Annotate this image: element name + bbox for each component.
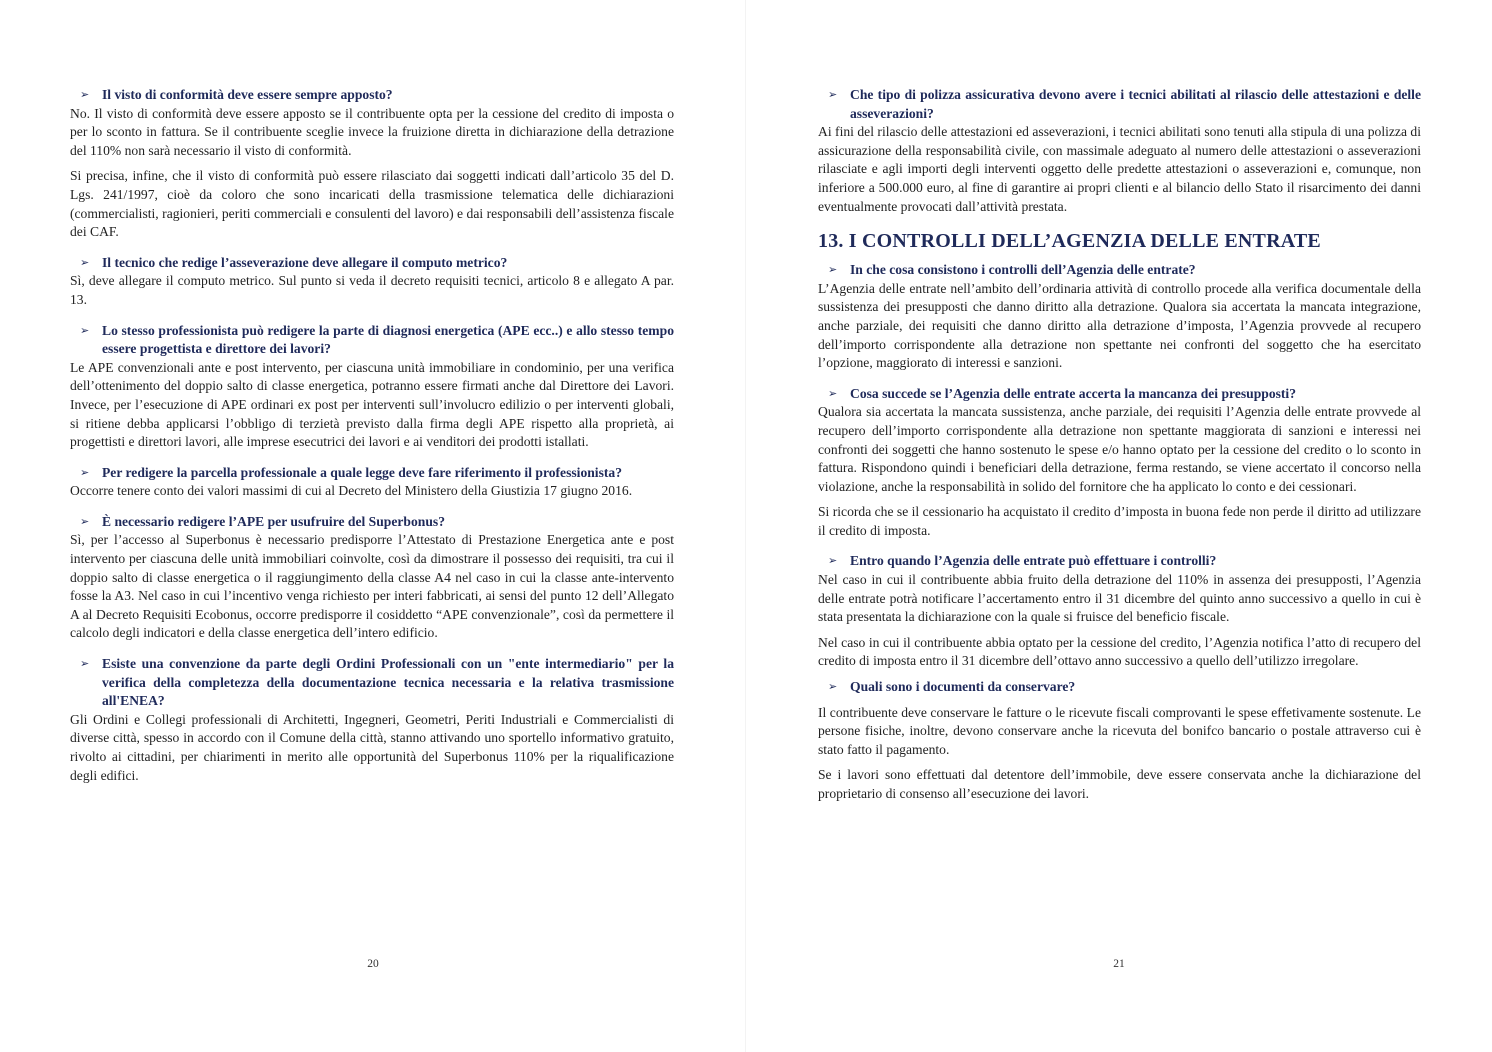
answer-paragraph: Il contribuente deve conservare le fatture o le ricevute fiscali comprovanti le spese effetivamente sostenute. Le persone fisiche, inoltre, devono conservare anche la ricevuta del bonifco bancario o postale attraverso cui è stato fatto il pagamento. bbox=[818, 704, 1421, 757]
arrow-bullet-icon: ➢ bbox=[80, 88, 90, 101]
question-heading: ➢ Quali sono i documenti da conservare? bbox=[818, 678, 1421, 697]
answer-paragraph: Ai fini del rilascio delle attestazioni ed asseverazioni, i tecnici abilitati sono tenuti alla stipula di una polizza di assicurazione della responsabilità civile, con massimale adeguato al numero delle attestazioni o asseverazioni rilasciate e agli importi degli interventi oggetto delle predette attestazioni o asseverazioni e, comunque, non inferiore a 500.000 euro, al fine di garantire ai propri clienti e al bilancio dello Stato il risarcimento dei danni eventualmente provocati dall’attività prestata. bbox=[818, 124, 1421, 214]
left-column bbox=[70, 86, 674, 785]
answer-paragraph: Nel caso in cui il contribuente abbia fruito della detrazione del 110% in assenza dei presupposti, l’Agenzia delle entrate potrà notificare l’accertamento entro il 31 dicembre del quinto anno successivo a quello in cui è stata presentata la dichiarazione con la quale si fruisce del beneficio fiscale. bbox=[818, 572, 1421, 625]
question-heading: ➢ Esiste una convenzione da parte degli Ordini Professionali con un "ente intermediario" per la verifica della completezza della documentazione tecnica necessaria e la relativa trasmissione all'ENEA? bbox=[80, 656, 674, 709]
question-heading: ➢ Entro quando l’Agenzia delle entrate può effettuare i controlli? bbox=[818, 552, 1421, 571]
question-heading: ➢ In che cosa consistono i controlli dell’Agenzia delle entrate? bbox=[818, 261, 1421, 280]
answer-paragraph: No. Il visto di conformità deve essere apposto se il contribuente opta per la cessione del credito di imposta o per lo sconto in fattura. Se il contribuente sceglie invece la fruizione diretta in dichiarazione della detrazione del 110% non sarà necessario il visto di conformità. bbox=[70, 105, 674, 158]
arrow-bullet-icon: ➢ bbox=[828, 386, 838, 400]
answer-paragraph: Gli Ordini e Collegi professionali di Architetti, Ingegneri, Geometri, Periti Industriali e Commercialisti di diverse città, spesso in accordo con il Comune della città, stanno attivando uno sportello informativo gratuito, rivolto ai cittadini, per chiarimenti in merito alle opportunità del Superbonus 110% per la riqualificazione degli edifici. bbox=[70, 711, 674, 783]
answer-paragraph: Si ricorda che se il cessionario ha acquistato il credito d’imposta in buona fede non perde il diritto ad utilizzare il credito di imposta. bbox=[818, 504, 1421, 538]
answer-paragraph: Qualora sia accertata la mancata sussistenza, anche parziale, dei requisiti l’Agenzia delle entrate provvede al recupero dell’importo corrispondente alla detrazione non spettante maggiorata di sanzioni e interessi nei confronti dei soggetti che hanno sostenuto le spese e/o hanno optato per la cessione del credito o lo sconto in fattura. Rispondono quindi i beneficiari della detrazione, ferma restando, se viene accertato il concorso nella violazione, anche la responsabilità in solido del fornitore che ha applicato lo conto e dei cessionari. bbox=[818, 404, 1421, 494]
arrow-bullet-icon: ➢ bbox=[828, 680, 838, 694]
answer-paragraph: Si precisa, infine, che il visto di conformità può essere rilasciato dai soggetti indicati dall’articolo 35 del D. Lgs. 241/1997, cioè da coloro che sono incaricati della trasmissione telematica delle dichiarazioni (commercialisti, ragionieri, periti commerciali e consulenti del lavoro) e dai responsabili dell’assistenza fiscale dei CAF. bbox=[70, 168, 674, 240]
question-heading: ➢ Per redigere la parcella professionale a quale legge deve fare riferimento il professionista? bbox=[70, 464, 674, 483]
section-heading: 13. I CONTROLLI DELL’AGENZIA DELLE ENTRATE bbox=[818, 230, 1321, 253]
arrow-bullet-icon: ➢ bbox=[80, 255, 90, 269]
answer-paragraph: Occorre tenere conto dei valori massimi di cui al Decreto del Ministero della Giustizia 17 giugno 2016. bbox=[70, 483, 633, 499]
arrow-bullet-icon: ➢ bbox=[80, 465, 90, 479]
question-heading: ➢ È necessario redigere l’APE per usufruire del Superbonus? bbox=[70, 513, 674, 532]
question-heading: ➢ Il tecnico che redige l’asseverazione deve allegare il computo metrico? bbox=[70, 254, 674, 273]
answer-paragraph: Sì, per l’accesso al Superbonus è necessario predisporre l’Attestato di Prestazione Energetica ante e post intervento per ciascuna delle unità immobiliari coinvolte, così da dimostrare il possesso dei requisiti, tra cui il doppio salto di classe energetica o il raggiungimento della classe A4 nel caso in cui la classe ante-intervento fosse la A3. Nel caso in cui l’incentivo venga richiesto per interi fabbricati, ai sensi del punto 12 dell’Allegato A al Decreto Requisiti Ecobonus, occorre predisporre il cosiddetto “APE convenzionale”, così da permettere il calcolo degli indicatori e della classe energetica dell’intero edificio. bbox=[70, 532, 674, 641]
arrow-bullet-icon: ➢ bbox=[80, 323, 90, 337]
arrow-bullet-icon: ➢ bbox=[828, 554, 838, 568]
answer-paragraph: Nel caso in cui il contribuente abbia optato per la cessione del credito, l’Agenzia notifica l’atto di recupero del credito di imposta entro il 31 dicembre dell’ottavo anno successivo a quello dell’utilizzo irregolare. bbox=[818, 634, 1421, 669]
right-column bbox=[818, 86, 1421, 804]
question-heading: ➢ Il visto di conformità deve essere sempre apposto? bbox=[70, 86, 674, 105]
question-heading: ➢ Cosa succede se l’Agenzia delle entrate accerta la mancanza dei presupposti? bbox=[818, 385, 1421, 404]
page-number: 21 bbox=[1113, 958, 1125, 970]
arrow-bullet-icon: ➢ bbox=[80, 657, 90, 671]
answer-paragraph: Le APE convenzionali ante e post intervento, per ciascuna unità immobiliare in condominio, per una verifica dell’ottenimento del doppio salto di classe energetica, potranno essere firmati anche dal Direttore dei Lavori. Invece, per l’esecuzione di APE ordinari ex post per interventi sull’involucro edilizio o per interventi globali, si ritiene debba applicarsi l’obbligo di terzietà previsto dalla firma degli APE rispetto alla proprietà, ai progettisti e direttori lavori, alle imprese esecutrici dei lavori e ai venditori dei prodotti istallati. bbox=[70, 359, 674, 450]
page-number: 20 bbox=[367, 958, 379, 970]
question-heading: ➢ Che tipo di polizza assicurativa devono avere i tecnici abilitati al rilascio delle attestazioni e delle asseverazioni? bbox=[828, 87, 1421, 121]
page-right bbox=[746, 0, 1492, 1052]
arrow-bullet-icon: ➢ bbox=[80, 514, 90, 528]
answer-paragraph: L’Agenzia delle entrate nell’ambito dell’ordinaria attività di controllo procede alla verifica documentale della sussistenza dei presupposti che danno diritto alla detrazione. Qualora sia accertata la mancata integrazione, anche parziale, dei requisiti che danno diritto alla detrazione d’imposta, l’Agenzia provvede al recupero dell’importo corrispondente alla detrazione non spettante nei confronti del soggetto che ha esercitato l’opzione, maggiorato di interessi e sanzioni. bbox=[818, 280, 1421, 371]
question-heading: ➢ Lo stesso professionista può redigere la parte di diagnosi energetica (APE ecc..) e allo stesso tempo essere progettista e direttore dei lavori? bbox=[80, 322, 674, 357]
arrow-bullet-icon: ➢ bbox=[828, 88, 838, 101]
arrow-bullet-icon: ➢ bbox=[828, 263, 838, 277]
answer-paragraph: Se i lavori sono effettuati dal detentore dell’immobile, deve essere conservata anche la dichiarazione del proprietario di consenso all’esecuzione dei lavori. bbox=[818, 767, 1421, 801]
answer-paragraph: Sì, deve allegare il computo metrico. Sul punto si veda il decreto requisiti tecnici, articolo 8 e allegato A par. 13. bbox=[70, 273, 674, 307]
